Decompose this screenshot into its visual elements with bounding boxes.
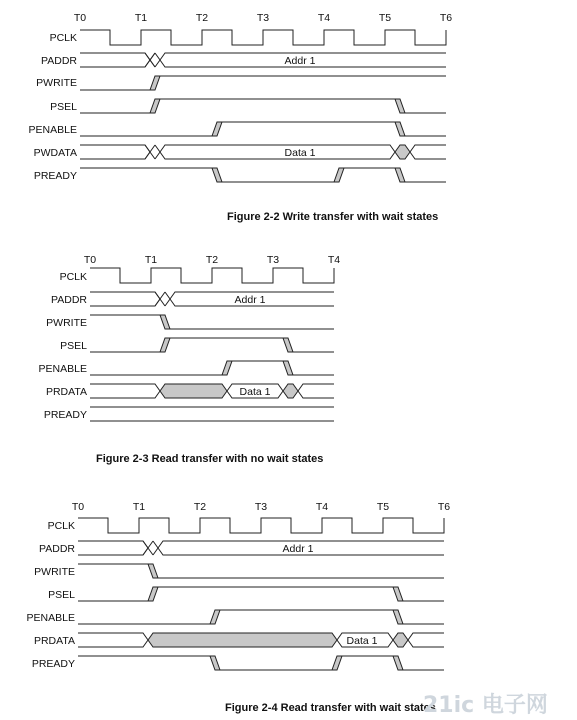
tick-label: T0: [83, 254, 97, 266]
prdata-waveform: [90, 384, 334, 398]
signal-label-pclk: PCLK: [49, 32, 77, 44]
figure-2-3: [39, 254, 341, 465]
tick-label: T1: [132, 501, 146, 513]
figure-2-2: [29, 12, 453, 223]
paddr-value-label: Addr 1: [282, 543, 314, 555]
paddr-waveform: [80, 53, 446, 67]
signal-label-paddr: PADDR: [51, 294, 87, 306]
tick-label: T5: [376, 501, 390, 513]
tick-label: T5: [378, 12, 392, 24]
signal-label-prdata: PRDATA: [33, 635, 75, 647]
prdata-value-label: Data 1: [239, 386, 271, 398]
tick-label: T3: [254, 501, 268, 513]
tick-label: T4: [315, 501, 329, 513]
signal-label-psel: PSEL: [48, 589, 75, 601]
signal-label-penable: PENABLE: [28, 124, 77, 136]
signal-label-pready: PREADY: [43, 409, 87, 421]
paddr-waveform: [78, 541, 444, 555]
tick-label: T0: [73, 12, 87, 24]
pwdata-waveform: [80, 145, 446, 159]
signal-label-pclk: PCLK: [47, 520, 75, 532]
psel-waveform: [90, 338, 334, 352]
prdata-value-label: Data 1: [346, 635, 378, 647]
tick-label: T3: [266, 254, 280, 266]
figure-caption: Figure 2-4 Read transfer with wait states: [225, 702, 436, 714]
penable-waveform: [78, 610, 444, 624]
pwrite-waveform: [80, 76, 446, 90]
site-watermark: 21ic 电子网: [423, 693, 548, 718]
figure-2-4: [27, 501, 451, 714]
pready-waveform: [78, 656, 444, 670]
signal-label-prdata: PRDATA: [45, 386, 87, 398]
tick-label: T2: [193, 501, 207, 513]
tick-label: T2: [195, 12, 209, 24]
tick-label: T2: [205, 254, 219, 266]
psel-waveform: [78, 587, 444, 601]
tick-label: T6: [439, 12, 453, 24]
pclk-waveform: [90, 268, 334, 283]
penable-waveform: [90, 361, 334, 375]
tick-label: T4: [317, 12, 331, 24]
figure-caption: Figure 2-2 Write transfer with wait states: [227, 211, 439, 223]
pclk-waveform: [80, 30, 446, 45]
signal-label-paddr: PADDR: [39, 543, 75, 555]
signal-label-pready: PREADY: [31, 658, 75, 670]
pready-waveform: [80, 168, 446, 182]
signal-label-psel: PSEL: [60, 340, 87, 352]
psel-waveform: [80, 99, 446, 113]
signal-label-pwrite: PWRITE: [34, 566, 75, 578]
figure-caption: Figure 2-3 Read transfer with no wait states: [96, 453, 324, 465]
tick-label: T1: [144, 254, 158, 266]
signal-label-pwrite: PWRITE: [36, 77, 77, 89]
signal-label-penable: PENABLE: [38, 363, 87, 375]
signal-label-pclk: PCLK: [59, 271, 87, 283]
prdata-waveform: [78, 633, 444, 647]
pclk-waveform: [78, 518, 444, 533]
tick-label: T3: [256, 12, 270, 24]
signal-label-pwdata: PWDATA: [33, 147, 77, 159]
pwdata-value-label: Data 1: [284, 147, 316, 159]
paddr-waveform: [90, 292, 334, 306]
tick-label: T6: [437, 501, 451, 513]
penable-waveform: [80, 122, 446, 136]
tick-label: T4: [327, 254, 341, 266]
paddr-value-label: Addr 1: [284, 55, 316, 67]
paddr-value-label: Addr 1: [234, 294, 266, 306]
pready-waveform: [90, 407, 334, 421]
tick-label: T0: [71, 501, 85, 513]
signal-label-paddr: PADDR: [41, 55, 77, 67]
signal-label-pwrite: PWRITE: [46, 317, 87, 329]
signal-label-psel: PSEL: [50, 101, 77, 113]
pwrite-waveform: [90, 315, 334, 329]
tick-label: T1: [134, 12, 148, 24]
pwrite-waveform: [78, 564, 444, 578]
signal-label-penable: PENABLE: [26, 612, 75, 624]
signal-label-pready: PREADY: [33, 170, 77, 182]
